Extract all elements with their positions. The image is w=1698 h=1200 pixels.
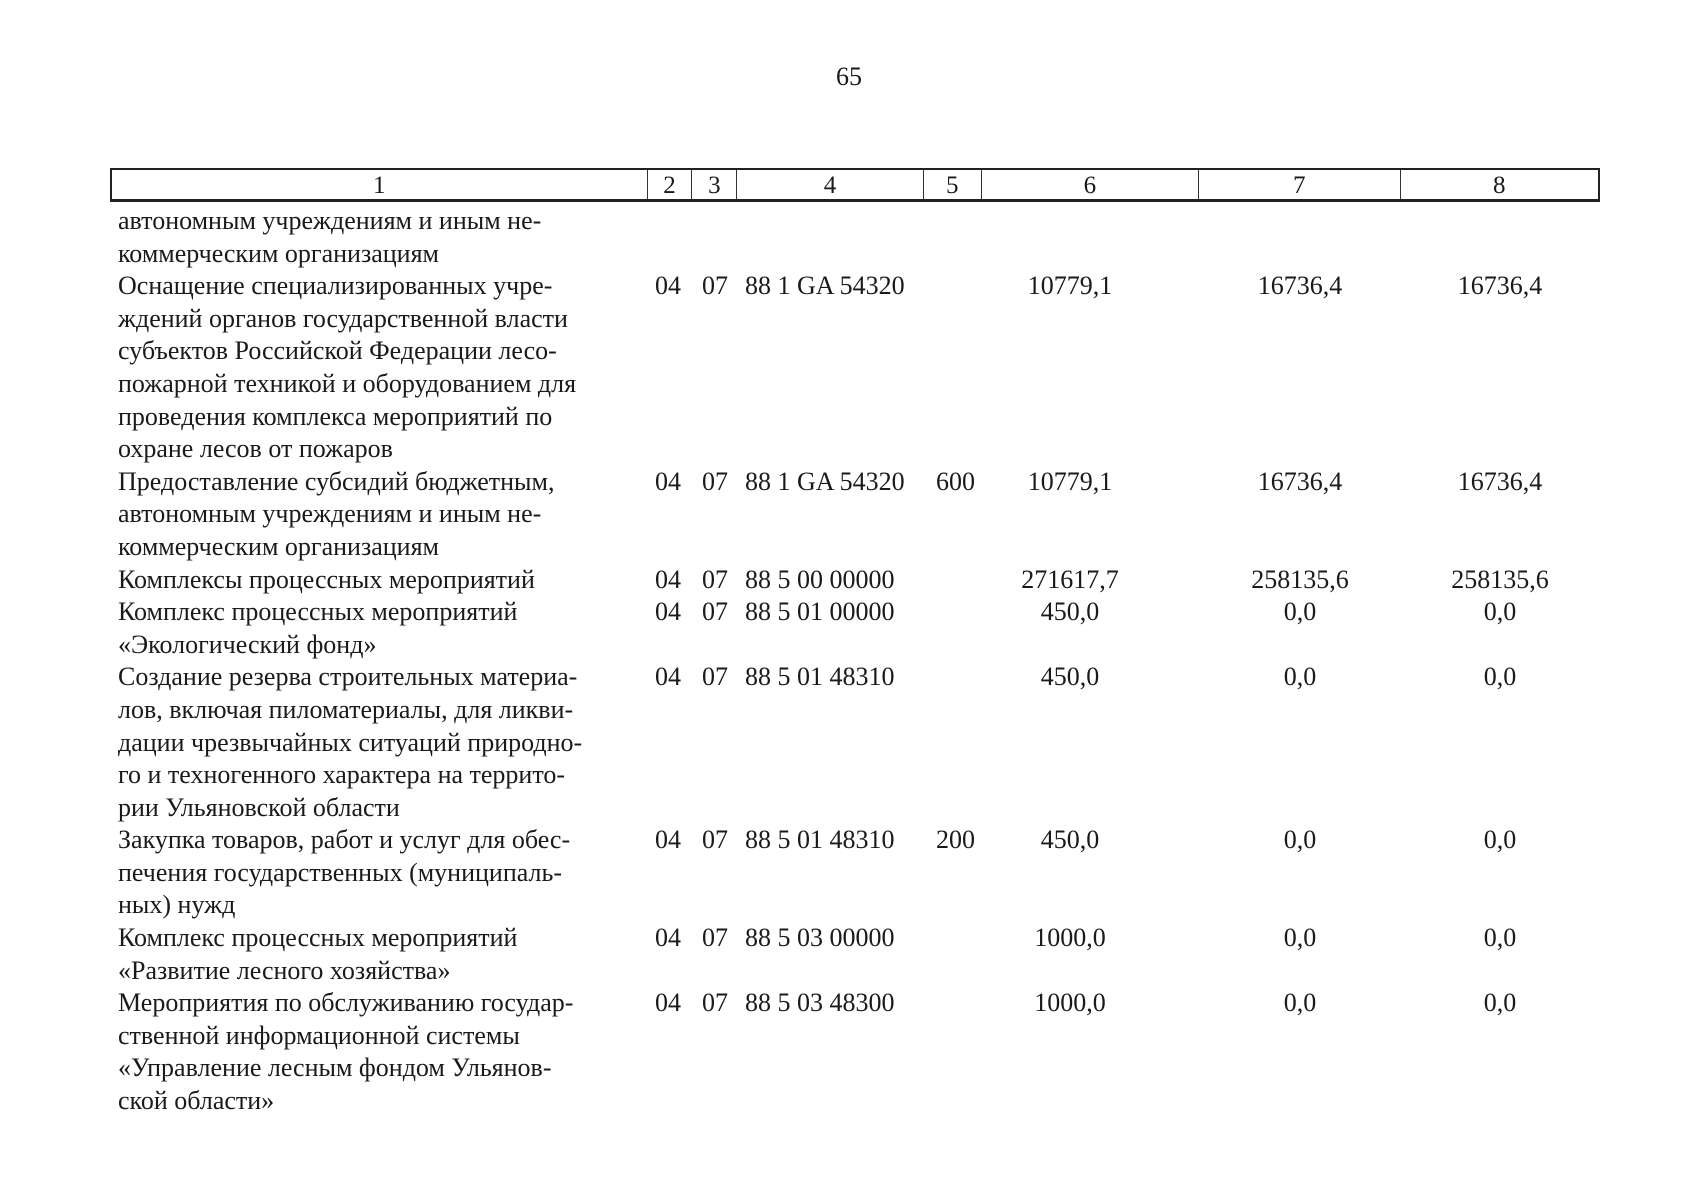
description-line: «Развитие лесного хозяйства» — [118, 955, 451, 985]
section-code: 04 — [655, 597, 681, 627]
row-description — [110, 987, 644, 1117]
amount-col-7: 0,0 — [1283, 923, 1317, 953]
description-line: Комплекс процессных мероприятий — [118, 923, 518, 953]
description-line: Комплексы процессных мероприятий — [118, 564, 535, 594]
amount-col-8: 16736,4 — [1457, 466, 1543, 496]
description-line: «Управление лесным фондом Ульянов- — [118, 1053, 552, 1083]
table-row — [110, 596, 1600, 661]
amount-col-7: 0,0 — [1283, 662, 1317, 692]
description-line: ской области» — [118, 1086, 275, 1116]
amount-col-6: 271617,7 — [1021, 564, 1119, 594]
table-row — [110, 205, 1600, 270]
amount-col-7: 0,0 — [1283, 988, 1317, 1018]
target-article-code: 88 5 00 00000 — [745, 564, 895, 594]
description-line: пожарной техникой и оборудованием для — [118, 368, 577, 398]
amount-col-7: 258135,6 — [1251, 564, 1349, 594]
amount-col-8: 0,0 — [1483, 662, 1517, 692]
description-line: рии Ульяновской области — [118, 792, 400, 822]
subsection-code: 07 — [702, 466, 728, 496]
subsection-code: 07 — [702, 564, 728, 594]
amount-col-7: 0,0 — [1283, 825, 1317, 855]
description-line: коммерческим организациям — [118, 238, 440, 268]
table-body — [110, 205, 1600, 1118]
description-line: автономным учреждениям и иным не- — [118, 206, 542, 235]
amount-col-8: 16736,4 — [1457, 271, 1543, 301]
table-row — [110, 270, 1600, 466]
subsection-code: 07 — [702, 988, 728, 1018]
amount-col-6: 1000,0 — [1034, 923, 1106, 953]
section-code: 04 — [655, 564, 681, 594]
target-article-code: 88 5 01 48310 — [745, 662, 895, 692]
description-line: дации чрезвычайных ситуаций природно- — [118, 727, 583, 757]
column-header-1: 1 — [112, 170, 648, 199]
column-header-7: 7 — [1199, 170, 1400, 199]
target-article-code: 88 1 GA 54320 — [745, 466, 905, 496]
target-article-code: 88 5 03 00000 — [745, 923, 895, 953]
table-row — [110, 987, 1600, 1117]
section-code: 04 — [655, 662, 681, 692]
description-line: ственной информационной системы — [118, 1020, 520, 1050]
subsection-code: 07 — [702, 825, 728, 855]
amount-col-6: 1000,0 — [1034, 988, 1106, 1018]
description-line: Оснащение специализированных учре- — [118, 271, 553, 301]
section-code: 04 — [655, 923, 681, 953]
description-line: охране лесов от пожаров — [118, 434, 393, 464]
description-line: ных) нужд — [118, 890, 236, 920]
amount-col-7: 0,0 — [1283, 597, 1317, 627]
expense-type-code: 200 — [936, 825, 975, 855]
column-header-8: 8 — [1493, 171, 1506, 199]
subsection-code: 07 — [702, 597, 728, 627]
page-number: 65 — [836, 62, 862, 91]
description-line: автономным учреждениям и иным не- — [118, 499, 542, 529]
section-code: 04 — [655, 825, 681, 855]
amount-col-6: 450,0 — [1040, 825, 1100, 855]
section-code: 04 — [655, 271, 681, 301]
amount-col-8: 0,0 — [1483, 988, 1517, 1018]
table-row — [110, 922, 1600, 987]
amount-col-6: 10779,1 — [1027, 271, 1113, 301]
column-header-5: 5 — [924, 170, 982, 199]
section-code: 04 — [655, 988, 681, 1018]
amount-col-6: 450,0 — [1040, 597, 1100, 627]
table-row — [110, 466, 1600, 564]
subsection-code: 07 — [702, 271, 728, 301]
target-article-code: 88 5 01 48310 — [745, 825, 895, 855]
subsection-code: 07 — [702, 662, 728, 692]
column-header-2: 2 — [648, 170, 693, 199]
section-code: 04 — [655, 466, 681, 496]
description-line: «Экологический фонд» — [118, 629, 377, 659]
table-row — [110, 661, 1600, 824]
description-line: Создание резерва строительных материа- — [118, 662, 578, 692]
expense-type-code: 600 — [936, 466, 975, 496]
row-description — [110, 922, 644, 987]
description-line: Закупка товаров, работ и услуг для обес- — [118, 825, 571, 855]
description-line: Комплекс процессных мероприятий — [118, 597, 518, 627]
amount-col-8: 258135,6 — [1451, 564, 1549, 594]
description-line: субъектов Российской Федерации лесо- — [118, 336, 557, 366]
amount-col-6: 450,0 — [1040, 662, 1100, 692]
subsection-code: 07 — [702, 923, 728, 953]
table-header-row — [110, 168, 1600, 202]
description-line: го и техногенного характера на террито- — [118, 760, 566, 790]
amount-col-6: 10779,1 — [1027, 466, 1113, 496]
row-description — [110, 824, 644, 922]
row-description — [110, 270, 644, 466]
row-description — [110, 564, 644, 597]
description-line: ждений органов государственной власти — [118, 303, 568, 333]
table-row — [110, 564, 1600, 597]
row-description — [110, 466, 644, 564]
amount-col-7: 16736,4 — [1257, 466, 1343, 496]
column-header-6: 6 — [982, 170, 1199, 199]
row-description — [110, 596, 644, 661]
amount-col-8: 0,0 — [1483, 825, 1517, 855]
row-description — [110, 661, 644, 824]
description-line: коммерческим организациям — [118, 531, 440, 561]
description-line: лов, включая пиломатериалы, для ликви- — [118, 694, 574, 724]
target-article-code: 88 5 03 48300 — [745, 988, 895, 1018]
target-article-code: 88 1 GA 54320 — [745, 271, 905, 301]
amount-col-8: 0,0 — [1483, 597, 1517, 627]
description-line: Предоставление субсидий бюджетным, — [118, 466, 555, 496]
target-article-code: 88 5 01 00000 — [745, 597, 895, 627]
description-line: проведения комплекса мероприятий по — [118, 401, 553, 431]
amount-col-7: 16736,4 — [1257, 271, 1343, 301]
table-row — [110, 824, 1600, 922]
amount-col-8: 0,0 — [1483, 923, 1517, 953]
column-header-4: 4 — [737, 170, 924, 199]
column-header-3: 3 — [692, 170, 737, 199]
description-line: Мероприятия по обслуживанию государ- — [118, 988, 574, 1018]
description-line: печения государственных (муниципаль- — [118, 857, 563, 887]
row-description — [110, 205, 644, 270]
